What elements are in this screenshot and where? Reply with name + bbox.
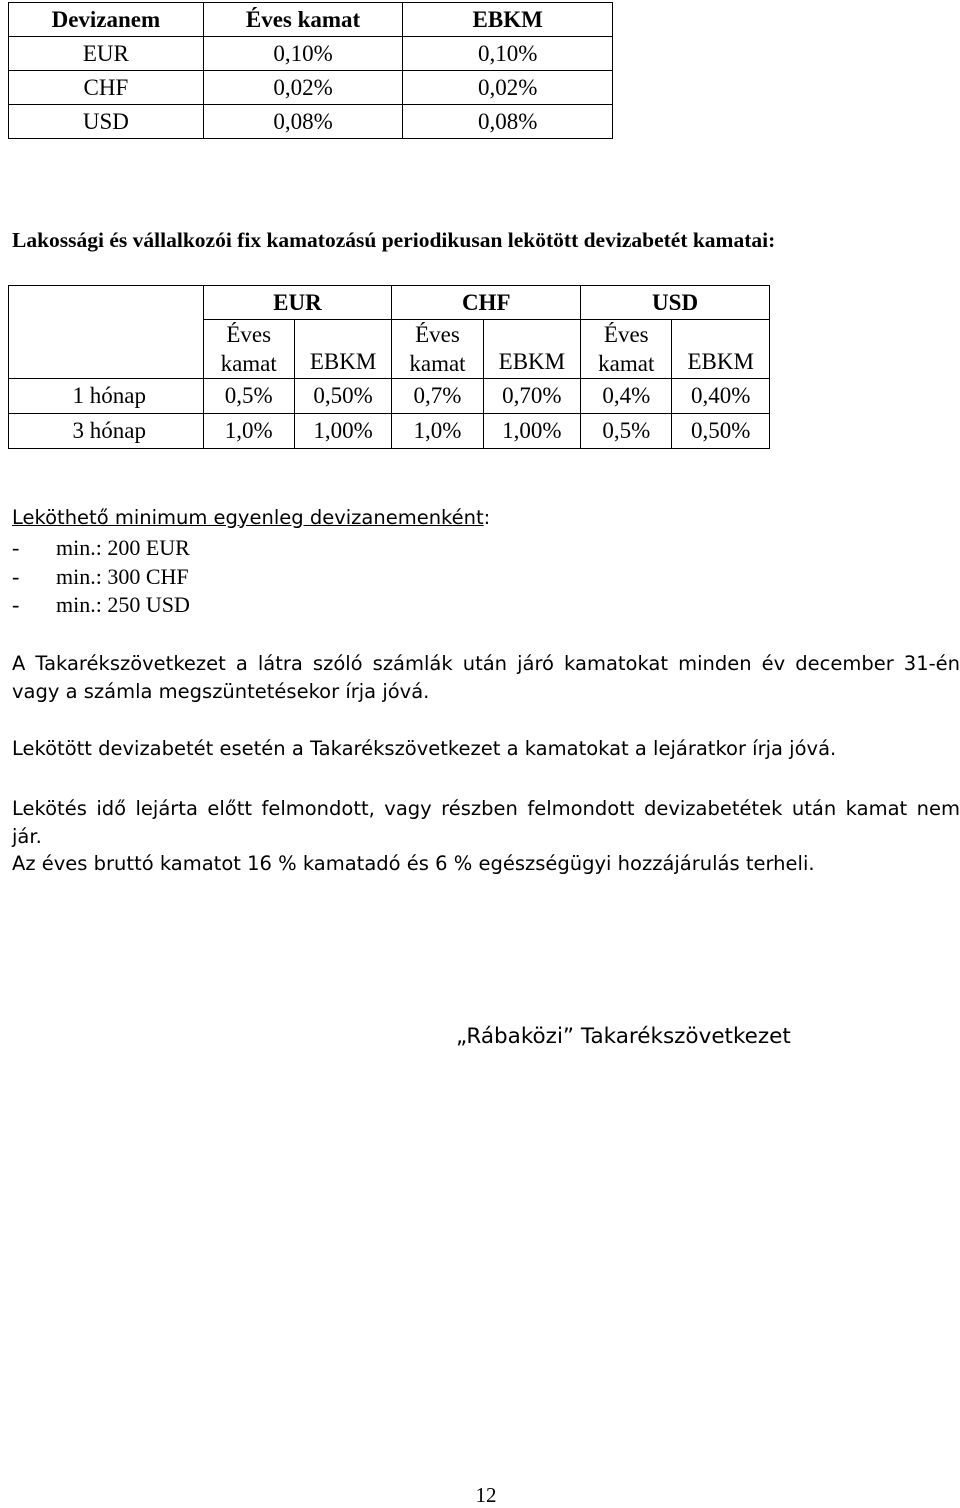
table-row bbox=[9, 71, 613, 105]
paragraph-interest-credit: A Takarékszövetkezet a látra szóló számlák után járó kamatokat minden év december 31-én vagy a számla megszüntetésekor írja jóvá. bbox=[12, 652, 960, 703]
cell-rate: 0,08% bbox=[203, 105, 403, 139]
cell-value: 0,5% bbox=[581, 414, 672, 449]
cell-currency: CHF bbox=[9, 71, 204, 105]
paragraph-early-withdrawal: Lekötés idő lejárta előtt felmondott, vagy részben felmondott devizabetétek után kamat nem jár. bbox=[12, 797, 960, 848]
table-row bbox=[9, 37, 613, 71]
subheader-rate: Éves kamat bbox=[581, 320, 672, 379]
subheader-rate: Éves kamat bbox=[392, 320, 483, 379]
rates-table-fixed bbox=[8, 285, 770, 449]
minimum-balance-title bbox=[12, 506, 490, 529]
fixed-deposit-heading: Lakossági és vállalkozói fix kamatozású periodikusan lekötött devizabetét kamatai: bbox=[12, 228, 776, 252]
row-label: 3 hónap bbox=[9, 414, 204, 449]
empty-corner-cell bbox=[9, 286, 204, 379]
list-item bbox=[12, 592, 190, 618]
list-item bbox=[12, 535, 190, 561]
list-dash: - bbox=[12, 592, 20, 617]
table-row bbox=[9, 414, 770, 449]
cell-value: 1,0% bbox=[392, 414, 483, 449]
list-dash: - bbox=[12, 535, 20, 560]
header-usd: USD bbox=[581, 286, 770, 320]
list-dash: - bbox=[12, 564, 20, 589]
table-header-row bbox=[9, 3, 613, 37]
cell-value: 1,00% bbox=[294, 414, 392, 449]
rates-table-sight bbox=[8, 2, 613, 139]
paragraph-tax: Az éves bruttó kamatot 16 % kamatadó és 6 % egészségügyi hozzájárulás terheli. bbox=[12, 852, 815, 875]
list-item bbox=[12, 564, 189, 590]
row-label: 1 hónap bbox=[9, 379, 204, 414]
cell-value: 0,7% bbox=[392, 379, 483, 414]
header-chf: CHF bbox=[392, 286, 581, 320]
header-currency: Devizanem bbox=[9, 3, 204, 37]
list-item-text: min.: 250 USD bbox=[56, 592, 190, 617]
subheader-rate: Éves kamat bbox=[203, 320, 294, 379]
cell-rate: 0,02% bbox=[203, 71, 403, 105]
cell-rate: 0,10% bbox=[203, 37, 403, 71]
cell-value: 0,4% bbox=[581, 379, 672, 414]
cell-value: 0,50% bbox=[294, 379, 392, 414]
header-ebkm: EBKM bbox=[403, 3, 613, 37]
currency-header-row bbox=[9, 286, 770, 320]
cell-value: 1,00% bbox=[483, 414, 581, 449]
paragraph-fixed-deposit: Lekötött devizabetét esetén a Takarékszövetkezet a kamatokat a lejáratkor írja jóvá. bbox=[12, 737, 837, 760]
cell-value: 0,40% bbox=[672, 379, 770, 414]
list-item-text: min.: 300 CHF bbox=[56, 564, 189, 589]
list-item-text: min.: 200 EUR bbox=[56, 535, 190, 560]
cell-currency: USD bbox=[9, 105, 204, 139]
organization-name: „Rábaközi” Takarékszövetkezet bbox=[456, 1024, 791, 1049]
header-eur: EUR bbox=[203, 286, 392, 320]
minimum-balance-title-colon: : bbox=[483, 506, 491, 529]
cell-ebkm: 0,10% bbox=[403, 37, 613, 71]
page-number: 12 bbox=[475, 1483, 497, 1507]
cell-value: 0,5% bbox=[203, 379, 294, 414]
subheader-ebkm: EBKM bbox=[483, 320, 581, 379]
cell-value: 1,0% bbox=[203, 414, 294, 449]
subheader-ebkm: EBKM bbox=[294, 320, 392, 379]
table-row bbox=[9, 105, 613, 139]
cell-ebkm: 0,02% bbox=[403, 71, 613, 105]
cell-value: 0,50% bbox=[672, 414, 770, 449]
header-annual-rate: Éves kamat bbox=[203, 3, 403, 37]
subheader-ebkm: EBKM bbox=[672, 320, 770, 379]
cell-currency: EUR bbox=[9, 37, 204, 71]
minimum-balance-title-text: Leköthető minimum egyenleg devizanemenként bbox=[12, 506, 484, 529]
table-row bbox=[9, 379, 770, 414]
cell-ebkm: 0,08% bbox=[403, 105, 613, 139]
cell-value: 0,70% bbox=[483, 379, 581, 414]
